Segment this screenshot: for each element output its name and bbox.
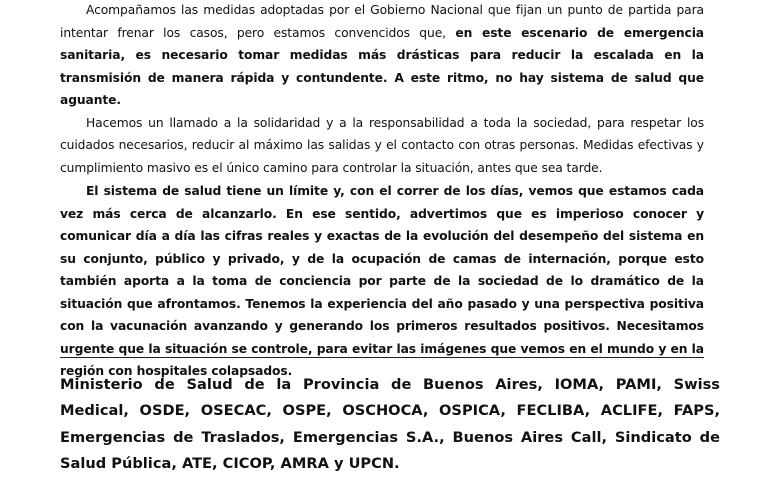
section-divider	[60, 357, 704, 358]
paragraph-1-normal: Acompañamos las medidas adoptadas por el Gobierno Nacional que fijan un punto de partida para intentar frenar los casos, pero estamos convencidos que,	[60, 3, 704, 40]
document-body	[60, 0, 704, 383]
paragraph-1	[60, 0, 704, 112]
paragraph-1-bold: en este escenario de emergencia sanitaria, es necesario tomar medidas más drásticas para reducir la escalada en la transmisión de manera rápida y contundente. A este ritmo, no hay sistema de salud que aguante.	[60, 25, 705, 107]
signatories-list: Ministerio de Salud de la Provincia de Buenos Aires, IOMA, PAMI, Swiss Medical, OSDE, OSECAC, OSPE, OSCHOCA, OSPICA, FECLIBA, ACLIFE, FAPS, Emergencias de Traslados, Emergencias S.A., Buenos Aires Call, Sindicato de Salud Pública, ATE, CICOP, AMRA y UPCN.	[60, 376, 720, 472]
paragraph-3: El sistema de salud tiene un límite y, con el correr de los días, vemos que estamos cada vez más cerca de alcanzarlo. En ese sentido, advertimos que es imperioso conocer y comunicar día a día las cifras reales y exactas de la evolución del desempeño del sistema en su conjunto, público y privado, y de la ocupación de camas de internación, porque esto también aporta a la toma de conciencia por parte de la sociedad de lo dramático de la situación que afrontamos. Tenemos la experiencia del año pasado y una perspectiva positiva con la vacunación avanzando y generando los primeros resultados positivos. Necesitamos urgente que la situación se controle, para evitar las imágenes que vemos en el mundo y en la región con hospitales colapsados.	[60, 184, 704, 378]
paragraph-2: Hacemos un llamado a la solidaridad y a la responsabilidad a toda la sociedad, para respetar los cuidados necesarios, reducir al máximo las salidas y el contacto con otras personas. Medidas efectivas y cumplimiento masivo es el único camino para controlar la situación, antes que sea tarde.	[60, 115, 704, 175]
